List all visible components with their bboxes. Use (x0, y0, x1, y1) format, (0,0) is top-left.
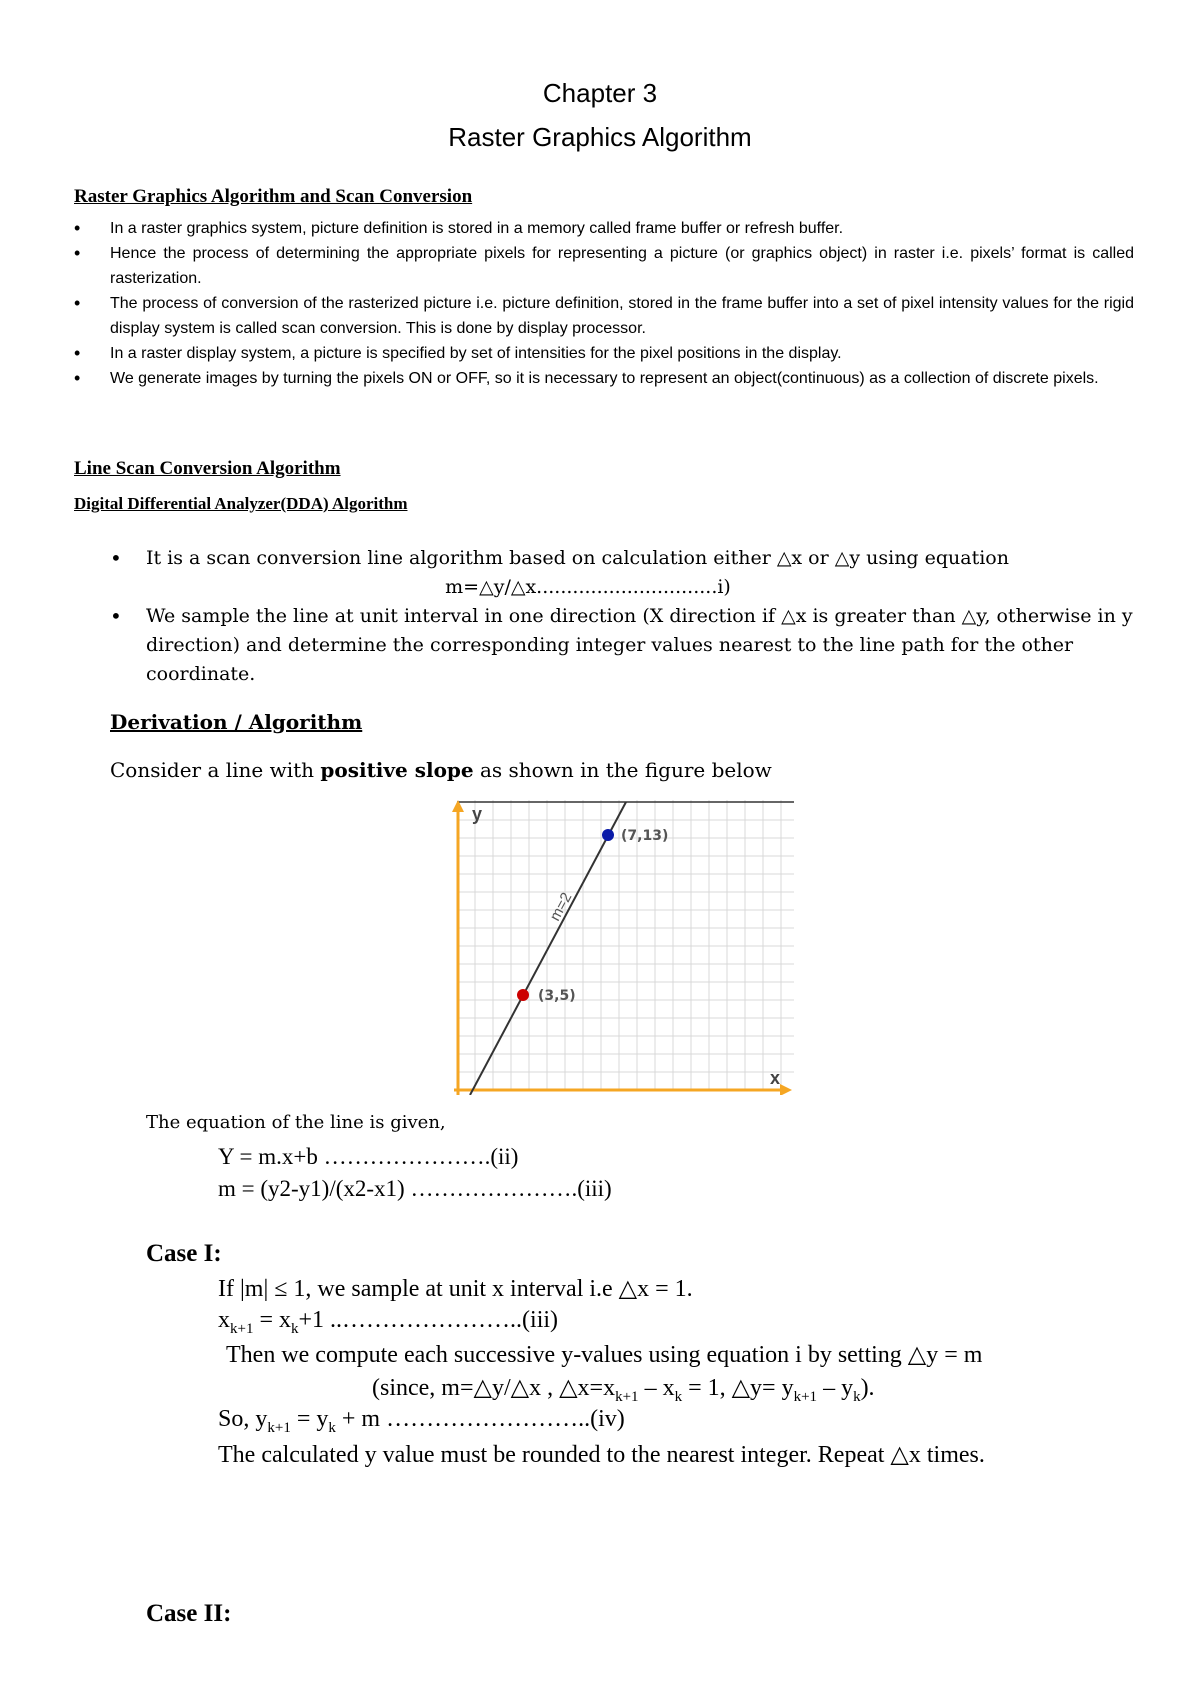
text-part: (since, m=△y/△x , △x=x (372, 1375, 616, 1401)
text-part: – y (817, 1375, 854, 1401)
point-3-5 (517, 989, 529, 1001)
subscript: k (328, 1419, 336, 1436)
subscript: k+1 (793, 1388, 818, 1405)
x-axis-label: x (770, 1068, 781, 1088)
case-1-line-1: If |m| ≤ 1, we sample at unit x interval i.e △x = 1. (218, 1276, 693, 1302)
text-part: = 1, △y= y (682, 1375, 794, 1401)
page-title: Raster Graphics Algorithm (448, 122, 752, 152)
text-part: +1 ..…………………..(iii) (298, 1307, 559, 1333)
consider-bold: positive slope (320, 758, 474, 782)
line-figure (444, 800, 794, 1095)
case-1-line-2 (218, 1307, 558, 1338)
section-heading-raster: Raster Graphics Algorithm and Scan Conversion (74, 186, 473, 207)
chapter-label: Chapter 3 (542, 78, 658, 108)
point1-label: (3,5) (538, 988, 576, 1004)
dda-bullet-list (110, 544, 1150, 689)
subscript: k+1 (230, 1320, 254, 1337)
consider-sentence (110, 758, 772, 782)
list-item: • In a raster display system, a picture is specified by set of intensities for the pixel positions in the display. (74, 341, 1134, 366)
case-1-line-5 (218, 1406, 625, 1437)
derivation-heading: Derivation / Algorithm (110, 710, 363, 734)
equation-iii: m = (y2-y1)/(x2-x1) ………………….(iii) (218, 1176, 612, 1201)
consider-prefix: Consider a line with (110, 758, 315, 782)
list-item: • The process of conversion of the rasterized picture i.e. picture definition, stored in the frame buffer into a set of pixel intensity values for the rigid display system is called scan conversion. This is done by display processor. (74, 291, 1134, 341)
y-axis-label: y (472, 804, 483, 824)
slope-label: m=2 (546, 889, 576, 924)
text-part: So, y (218, 1406, 268, 1432)
subscript: k+1 (267, 1419, 291, 1436)
text-part: ). (860, 1375, 875, 1401)
text-part: + m ……………………..(iv) (335, 1406, 625, 1432)
subscript: k (674, 1388, 683, 1405)
subscript: k (853, 1388, 861, 1405)
case-1-line-3: Then we compute each successive y-values using equation i by setting △y = m (226, 1342, 983, 1368)
list-item: • In a raster graphics system, picture definition is stored in a memory called frame buffer or refresh buffer. (74, 216, 1134, 241)
list-item (110, 544, 1150, 602)
point2-label: (7,13) (621, 828, 669, 844)
subscript: k+1 (615, 1388, 639, 1405)
equation-intro: The equation of the line is given, (146, 1112, 446, 1133)
slope-equation: m=△y/△x..............................i) (445, 576, 731, 598)
section-subheading-dda: Digital Differential Analyzer(DDA) Algorithm (74, 494, 408, 513)
raster-bullet-list (74, 216, 1134, 391)
text-part: – x (638, 1375, 675, 1401)
case-2-heading: Case II: (146, 1600, 232, 1627)
case-1-heading: Case I: (146, 1240, 222, 1267)
list-item: • We sample the line at unit interval in one direction (X direction if △x is greater than △y, otherwise in y direction) and determine the corresponding integer values nearest to the line path for the other coordinate. (110, 602, 1150, 689)
case-1-line-4 (372, 1373, 875, 1406)
point-7-13 (602, 829, 614, 841)
text-part: x (218, 1307, 230, 1333)
x-axis-arrow-icon (780, 1084, 792, 1095)
text-part: = x (253, 1307, 292, 1333)
list-item: • Hence the process of determining the appropriate pixels for representing a picture (or graphics object) in raster i.e. pixels’ format is called rasterization. (74, 241, 1134, 291)
text-part: = y (290, 1406, 329, 1432)
consider-suffix: as shown in the figure below (479, 758, 772, 782)
subscript: k (291, 1320, 299, 1337)
equation-ii: Y = m.x+b ………………….(ii) (218, 1144, 519, 1169)
case-1-line-6: The calculated y value must be rounded to the nearest integer. Repeat △x times. (218, 1442, 985, 1468)
dda-bullet-text: It is a scan conversion line algorithm based on calculation either △x or △y using equation (146, 547, 1009, 569)
list-item: • We generate images by turning the pixels ON or OFF, so it is necessary to represent an object(continuous) as a collection of discrete pixels. (74, 366, 1134, 391)
section-heading-line-scan: Line Scan Conversion Algorithm (74, 458, 341, 479)
